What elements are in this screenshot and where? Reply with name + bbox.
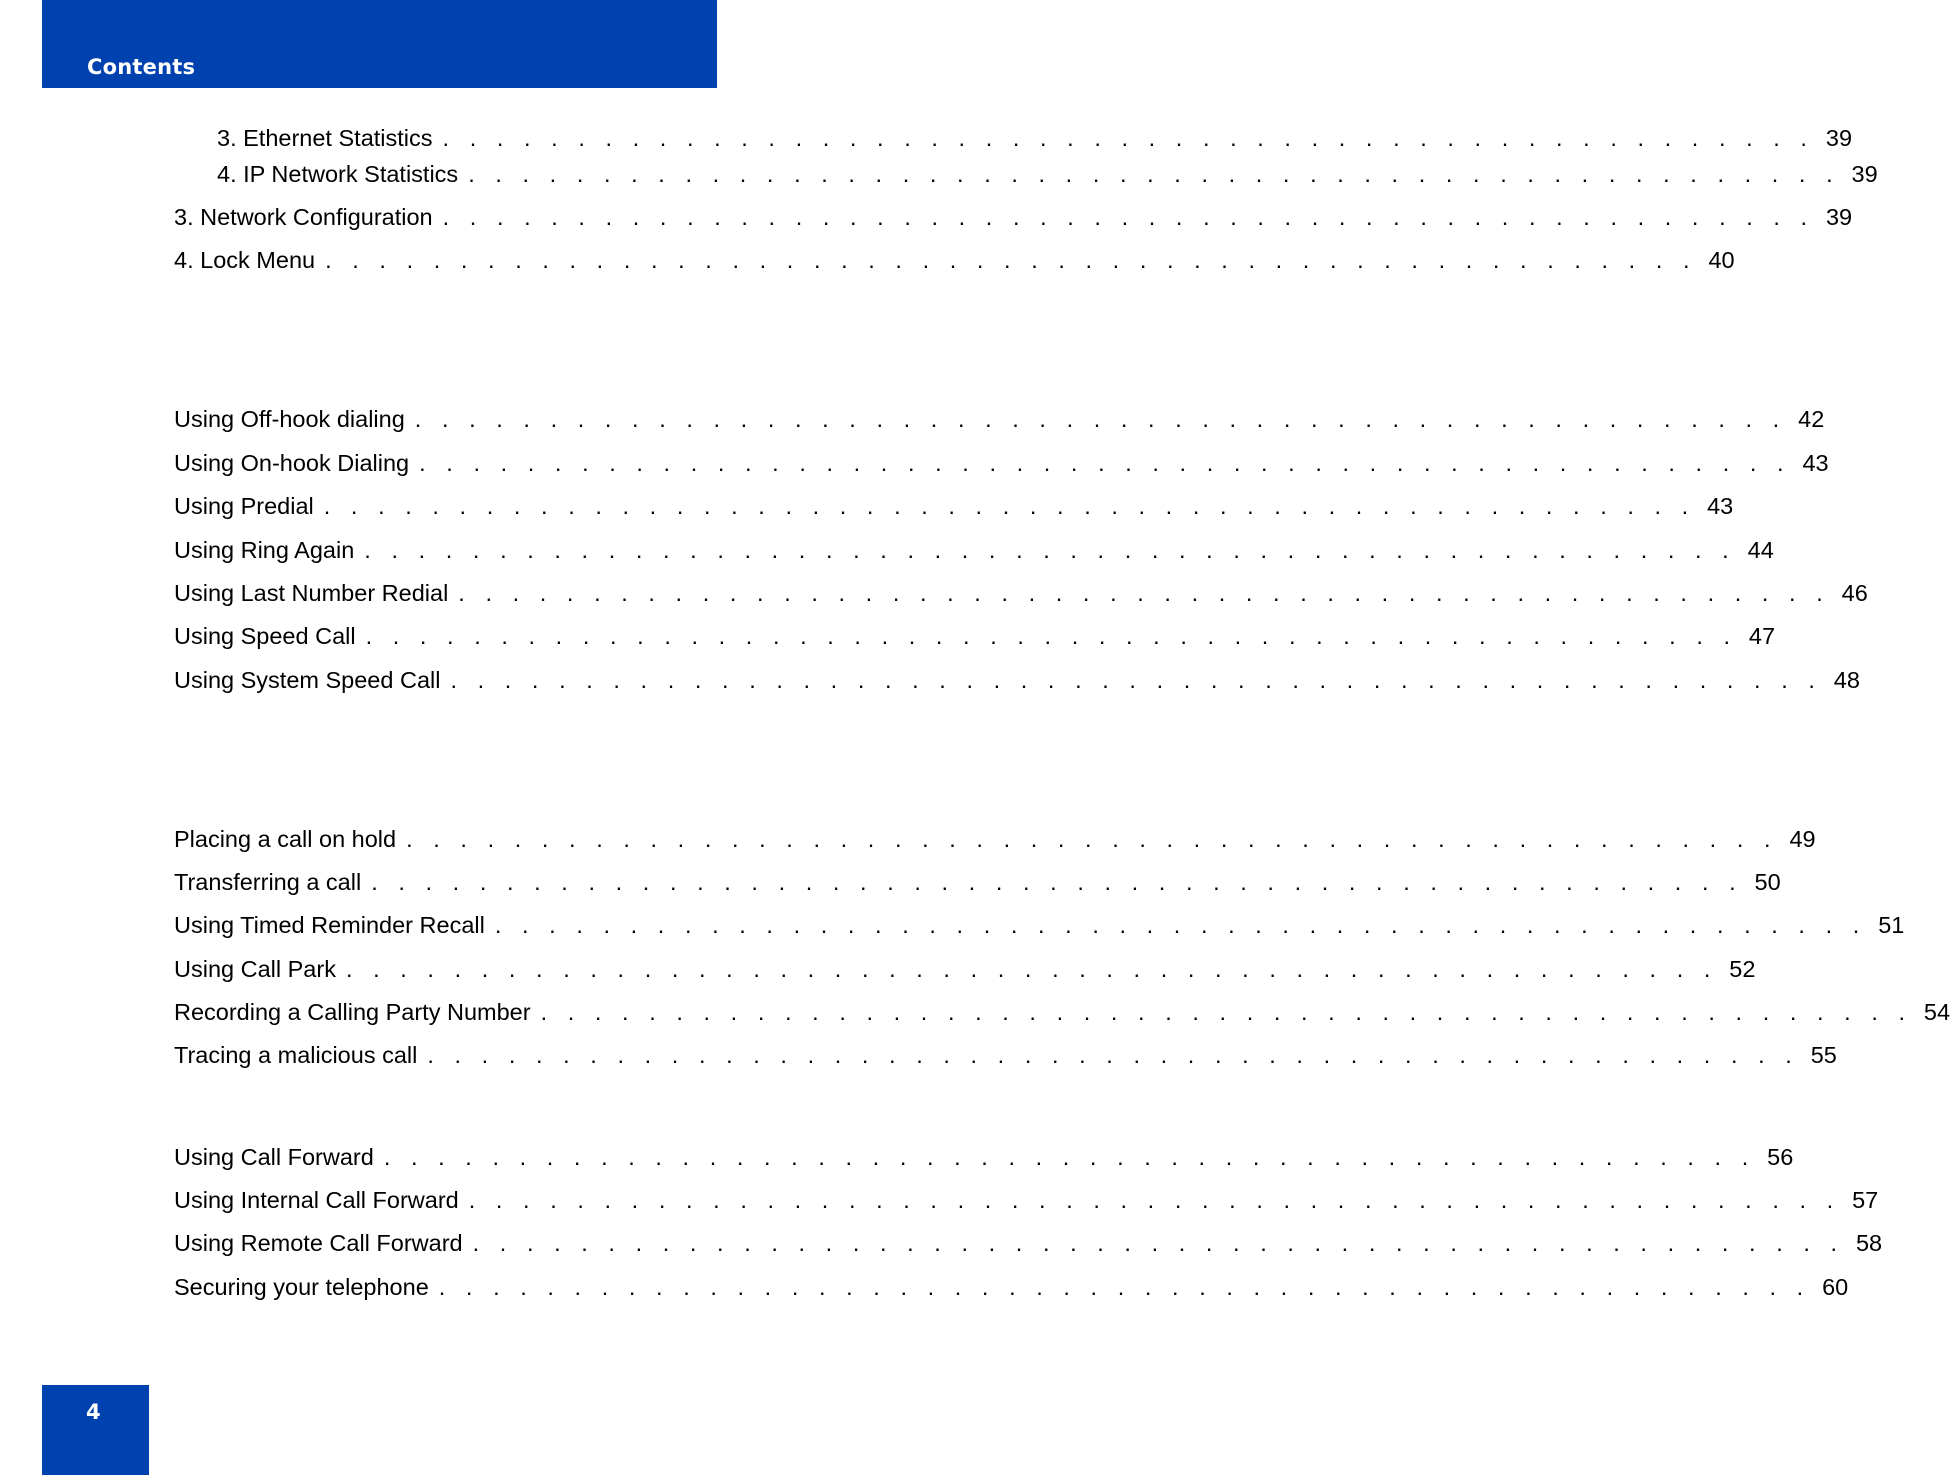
toc-entry-page: 58	[1855, 1230, 1883, 1256]
toc-entry-page: 54	[1923, 999, 1950, 1025]
dot-leader: . . . . . . . . . . . . . . . . . . . . . . . . . . . . . . . . . . . . . . . . . . . . . . . . . . .	[442, 125, 1815, 151]
dot-leader: . . . . . . . . . . . . . . . . . . . . . . . . . . . . . . . . . . . . . . . . . . . . . . . . . . .	[406, 826, 1778, 852]
toc-entry-page: 51	[1878, 912, 1905, 938]
toc-entry-label: Securing your telephone	[174, 1274, 429, 1300]
toc-entry-label: Using Last Number Redial	[174, 580, 449, 606]
toc-entry-call-on-hold[interactable]	[174, 825, 1816, 853]
dot-leader: . . . . . . . . . . . . . . . . . . . . . . . . . . . . . . . . . . . . . . . . . . . . . . . . . . .	[364, 537, 1736, 563]
dot-leader: . . . . . . . . . . . . . . . . . . . . . . . . . . . . . . . . . . . . . . . . . . . . . . . . . . .	[442, 204, 1815, 230]
toc-entry-label: Using Speed Call	[174, 623, 356, 649]
toc-entry-page: 40	[1708, 247, 1735, 273]
toc-entry-network-configuration[interactable]	[174, 203, 1853, 231]
toc-entry-last-number-redial[interactable]	[174, 579, 1868, 607]
dot-leader: . . . . . . . . . . . . . . . . . . . . . . . . . . . . . . . . . . . . . . . . . . . . . . . . . . .	[494, 912, 1867, 938]
toc-entry-label: Using Timed Reminder Recall	[174, 912, 485, 938]
toc-entry-label: Using On-hook Dialing	[174, 450, 410, 476]
toc-entry-securing-telephone[interactable]	[174, 1273, 1849, 1301]
toc-entry-malicious-call[interactable]	[174, 1041, 1837, 1069]
toc-entry-page: 42	[1798, 406, 1825, 432]
toc-entry-label: Using Call Forward	[174, 1144, 374, 1170]
toc-entry-label: Using Off-hook dialing	[174, 406, 405, 432]
dot-leader: . . . . . . . . . . . . . . . . . . . . . . . . . . . . . . . . . . . . . . . . . . . . . . . . . . .	[468, 161, 1840, 187]
toc-entry-label: Using Remote Call Forward	[174, 1230, 463, 1256]
toc-entry-page: 43	[1802, 450, 1829, 476]
toc-entry-page: 39	[1851, 161, 1878, 187]
toc-entry-label: 4. IP Network Statistics	[217, 161, 459, 187]
dot-leader: . . . . . . . . . . . . . . . . . . . . . . . . . . . . . . . . . . . . . . . . . . . . . . . . . . .	[371, 869, 1743, 895]
toc-entry-on-hook-dialing[interactable]	[174, 449, 1829, 477]
toc-entry-label: 3. Network Configuration	[174, 204, 433, 230]
toc-entry-ip-network-statistics[interactable]	[217, 160, 1878, 188]
toc-entry-page: 57	[1852, 1187, 1879, 1213]
dot-leader: . . . . . . . . . . . . . . . . . . . . . . . . . . . . . . . . . . . . . . . . . . . . . . . . . . .	[383, 1144, 1756, 1170]
dot-leader: . . . . . . . . . . . . . . . . . . . . . . . . . . . . . . . . . . . . . . . . . . . . . . . . . . .	[468, 1187, 1841, 1213]
toc-entry-page: 55	[1810, 1042, 1837, 1068]
toc-entry-label: Placing a call on hold	[174, 826, 397, 852]
toc-entry-lock-menu[interactable]	[174, 246, 1735, 274]
dot-leader: . . . . . . . . . . . . . . . . . . . . . . . . . . . . . . . . . . . . . . . . . . . . . . . . . . .	[365, 623, 1738, 649]
dot-leader: . . . . . . . . . . . . . . . . . . . . . . . . . . . . . . . . . . . . . . . . . . . . . . . . . . .	[345, 956, 1718, 982]
toc-entry-page: 52	[1729, 956, 1756, 982]
footer-page-box	[42, 1385, 149, 1475]
toc-entry-timed-reminder-recall[interactable]	[174, 911, 1905, 939]
page-number: 4	[86, 1400, 101, 1424]
toc-entry-calling-party-number[interactable]	[174, 998, 1950, 1026]
toc-entry-page: 49	[1789, 826, 1816, 852]
dot-leader: . . . . . . . . . . . . . . . . . . . . . . . . . . . . . . . . . . . . . . . . . . . . . . . . . . .	[540, 999, 1913, 1025]
toc-entry-system-speed-call[interactable]	[174, 666, 1860, 694]
toc-entry-label: 4. Lock Menu	[174, 247, 316, 273]
toc-entry-predial[interactable]	[174, 492, 1734, 520]
dot-leader: . . . . . . . . . . . . . . . . . . . . . . . . . . . . . . . . . . . . . . . . . . . . . . . . . . .	[323, 493, 1696, 519]
page-title: Contents	[87, 55, 196, 79]
dot-leader: . . . . . . . . . . . . . . . . . . . . . . . . . . . . . . . . . . . . . . . . . . . . . . . . . . .	[458, 580, 1830, 606]
toc-entry-page: 60	[1822, 1274, 1849, 1300]
toc-entry-off-hook-dialing[interactable]	[174, 405, 1825, 433]
toc-entry-page: 39	[1825, 204, 1853, 230]
toc-entry-call-park[interactable]	[174, 955, 1756, 983]
dot-leader: . . . . . . . . . . . . . . . . . . . . . . . . . . . . . . . . . . . . . . . . . . . . . . . . . . .	[438, 1274, 1811, 1300]
toc-entry-page: 48	[1833, 667, 1860, 693]
toc-entry-ethernet-statistics[interactable]	[217, 124, 1853, 152]
toc-entry-label: 3. Ethernet Statistics	[217, 125, 433, 151]
toc-entry-page: 43	[1707, 493, 1734, 519]
dot-leader: . . . . . . . . . . . . . . . . . . . . . . . . . . . . . . . . . . . . . . . . . . . . . . . . . . .	[325, 247, 1697, 273]
toc-entry-transferring-a-call[interactable]	[174, 868, 1781, 896]
toc-entry-internal-call-forward[interactable]	[174, 1186, 1879, 1214]
toc-entry-page: 39	[1825, 125, 1853, 151]
dot-leader: . . . . . . . . . . . . . . . . . . . . . . . . . . . . . . . . . . . . . . . . . . . . . . . . . . .	[450, 667, 1822, 693]
dot-leader: . . . . . . . . . . . . . . . . . . . . . . . . . . . . . . . . . . . . . . . . . . . . . . . . . . .	[414, 406, 1787, 432]
toc-entry-remote-call-forward[interactable]	[174, 1229, 1883, 1257]
toc-entry-label: Tracing a malicious call	[174, 1042, 418, 1068]
toc-entry-label: Transferring a call	[174, 869, 362, 895]
toc-entry-ring-again[interactable]	[174, 536, 1774, 564]
toc-entry-page: 56	[1767, 1144, 1794, 1170]
toc-entry-call-forward[interactable]	[174, 1143, 1794, 1171]
toc-entry-label: Using Predial	[174, 493, 314, 519]
toc-entry-speed-call[interactable]	[174, 622, 1776, 650]
dot-leader: . . . . . . . . . . . . . . . . . . . . . . . . . . . . . . . . . . . . . . . . . . . . . . . . . . .	[472, 1230, 1845, 1256]
dot-leader: . . . . . . . . . . . . . . . . . . . . . . . . . . . . . . . . . . . . . . . . . . . . . . . . . . .	[427, 1042, 1799, 1068]
toc-entry-label: Using Call Park	[174, 956, 336, 982]
toc-entry-label: Using System Speed Call	[174, 667, 441, 693]
header-bar	[42, 0, 717, 88]
dot-leader: . . . . . . . . . . . . . . . . . . . . . . . . . . . . . . . . . . . . . . . . . . . . . . . . . . .	[419, 450, 1791, 476]
toc-entry-page: 46	[1841, 580, 1868, 606]
toc-entry-page: 50	[1754, 869, 1781, 895]
toc-entry-page: 44	[1747, 537, 1774, 563]
toc-entry-page: 47	[1748, 623, 1776, 649]
toc-entry-label: Recording a Calling Party Number	[174, 999, 531, 1025]
toc-entry-label: Using Internal Call Forward	[174, 1187, 459, 1213]
toc-entry-label: Using Ring Again	[174, 537, 355, 563]
